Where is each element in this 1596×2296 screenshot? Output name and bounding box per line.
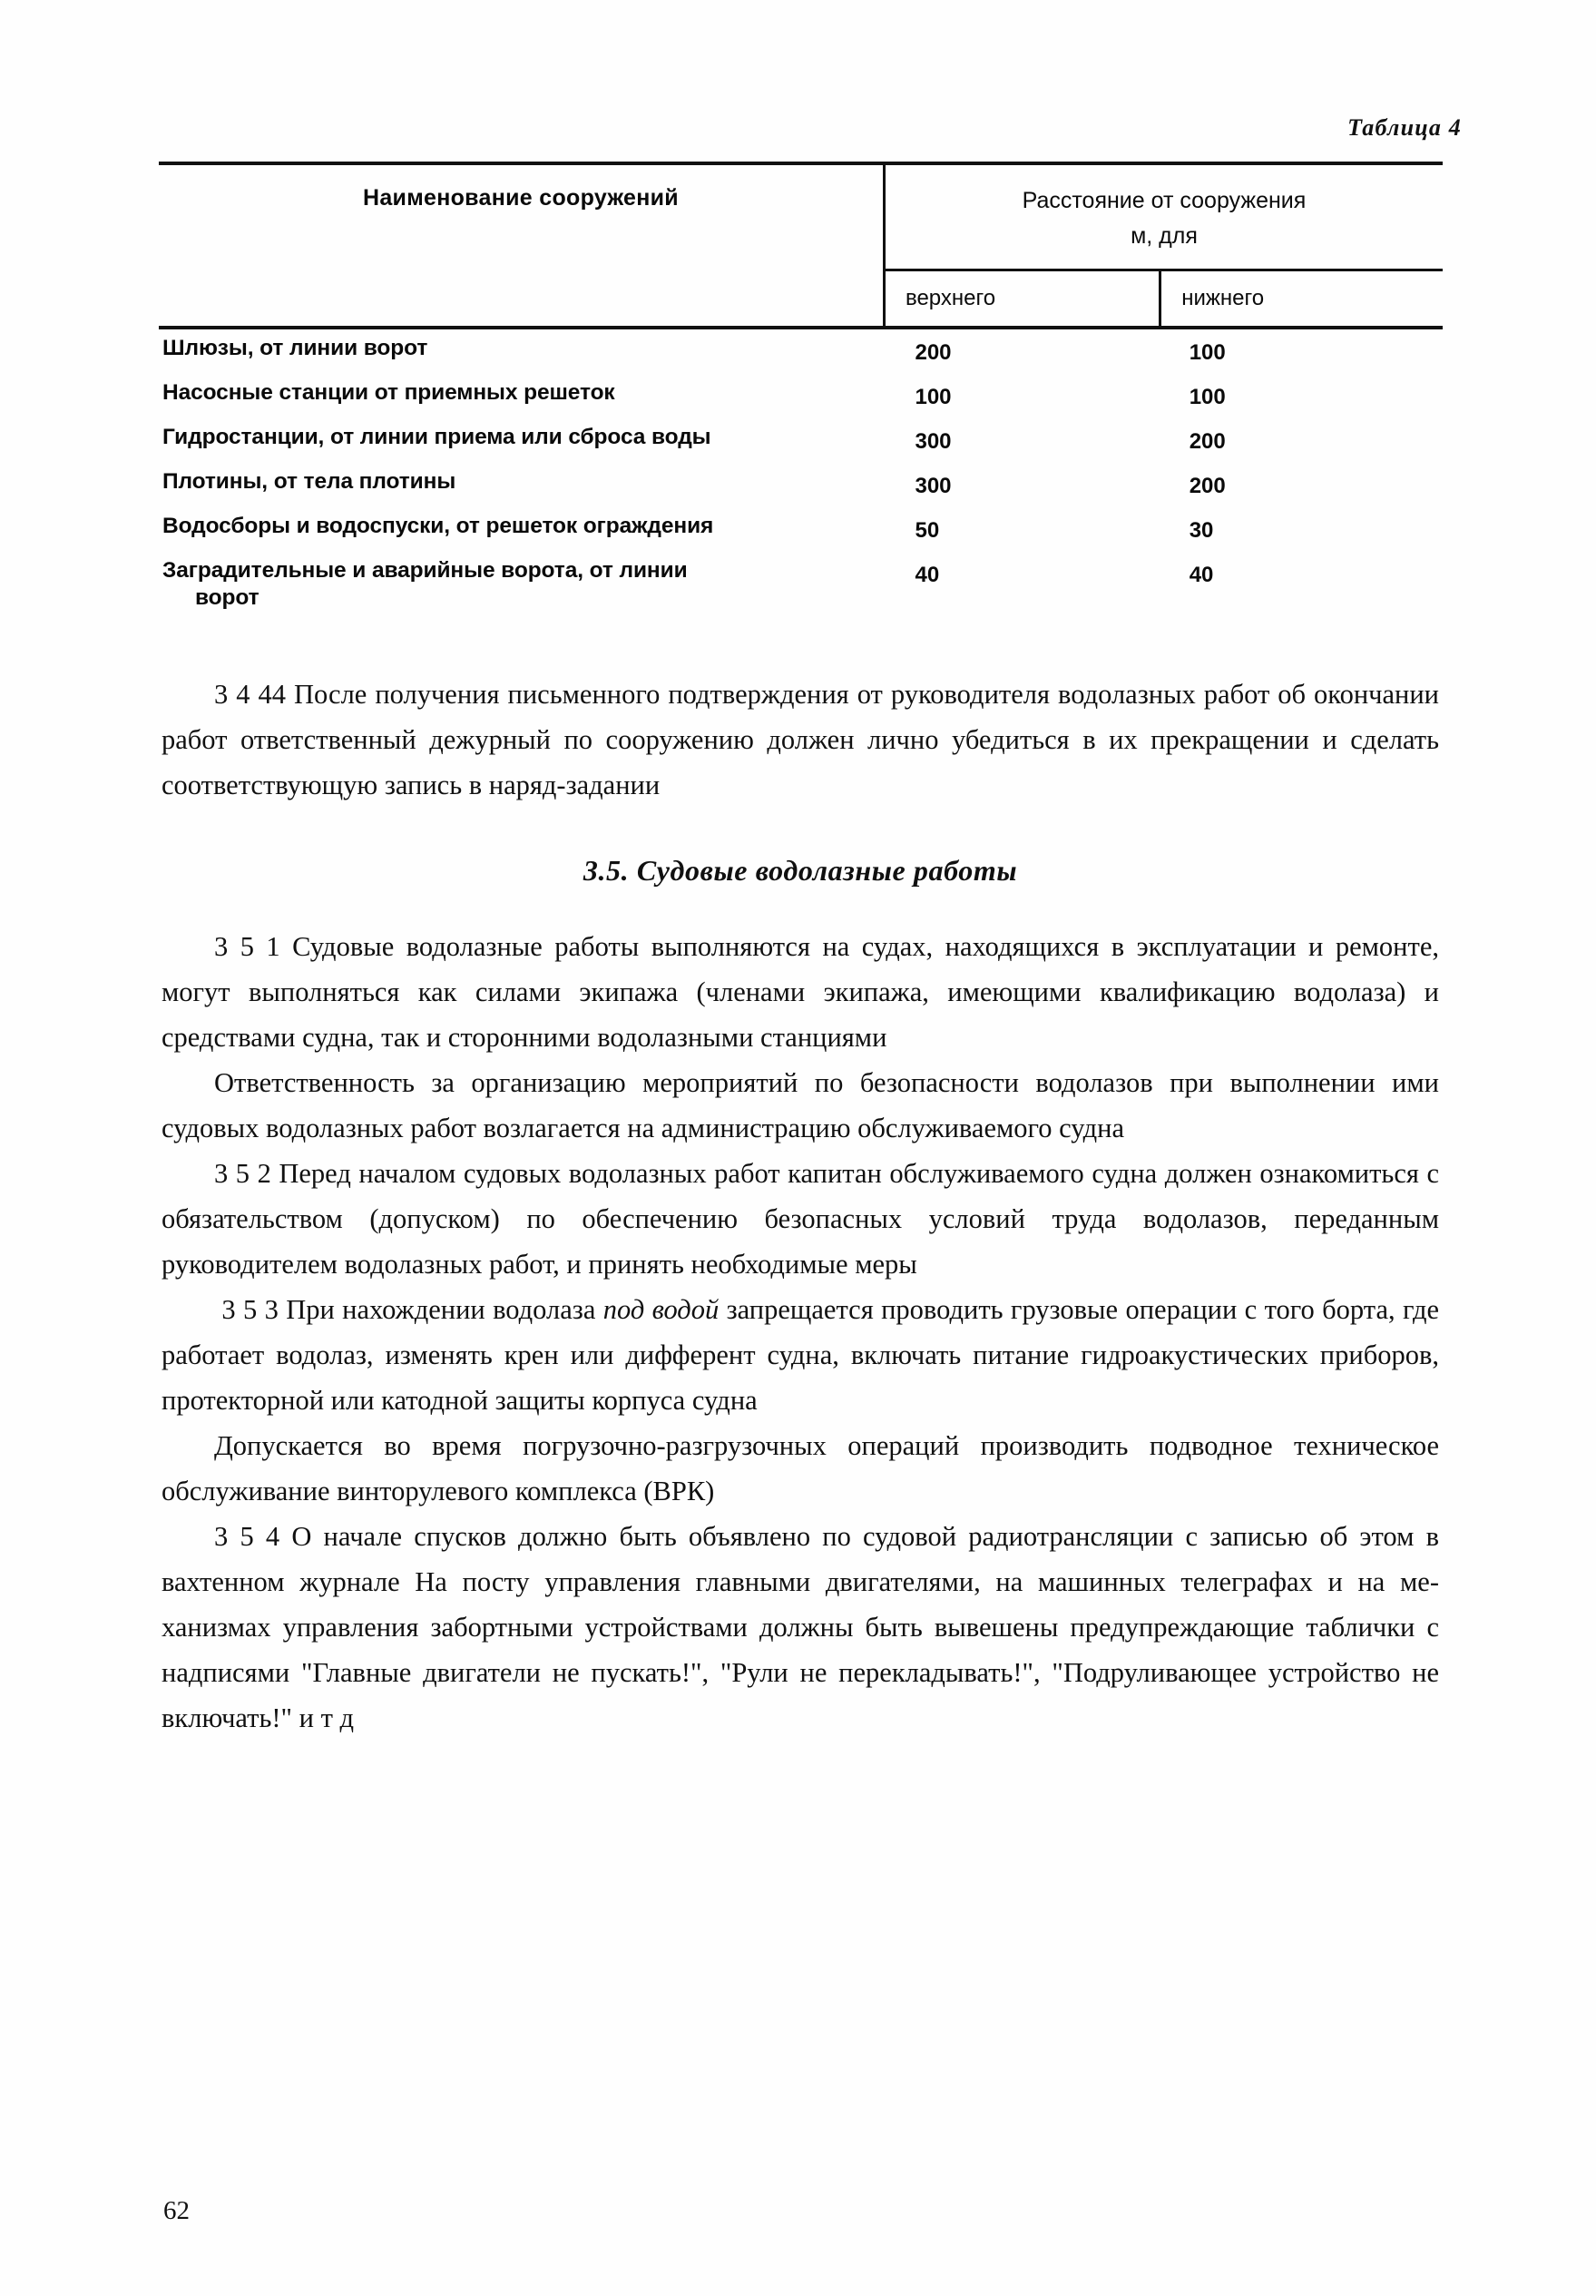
paragraph-3-5-1: 3 5 1 Судовые водолазные работы выполняются на судах, находящихся в эксплуатации и ремонте, могут выполняться как силами экипажа (членами экипажа, имеющими квалификацию водолаза) и средствами судна, так и сторонними водолазными станциями bbox=[162, 931, 1439, 1053]
table-header-name: Наименование сооружений bbox=[159, 163, 884, 328]
page-number: 62 bbox=[163, 2196, 190, 2225]
page-body-text bbox=[162, 672, 1439, 1741]
row-name: Водосборы и водоспуски, от решеток ограждения bbox=[162, 513, 714, 538]
table-header-lower: нижнего bbox=[1160, 270, 1443, 328]
table-row bbox=[159, 552, 1443, 618]
table-row bbox=[159, 328, 1443, 374]
paragraph-3-5-2: 3 5 2 Перед началом судовых водолазных работ капитан обслуживаемого судна должен ознакомиться с обязательством (допуском) по обеспечению безопасных условий труда водолазов, переданным руководителем водолазных работ, и принять необходимые меры bbox=[162, 1158, 1439, 1280]
table-head bbox=[159, 163, 1443, 328]
row-upper-value: 100 bbox=[915, 384, 952, 409]
row-upper-value: 300 bbox=[915, 473, 952, 498]
row-lower-value: 30 bbox=[1189, 517, 1214, 543]
paragraph-allowed-operations: Допускается во время погрузочно-разгрузочных операций производить подводное техническое обслуживание винторулевого комплекса (ВРК) bbox=[162, 1430, 1439, 1506]
table-row bbox=[159, 463, 1443, 507]
row-upper-value: 300 bbox=[915, 428, 952, 454]
row-name: Плотины, от тела плотины bbox=[162, 468, 456, 494]
row-name-line1: Заградительные и аварийные ворота, от линии bbox=[162, 557, 688, 583]
paragraph-3-5-4: 3 5 4 О начале спусков должно быть объявлено по судовой радиотрансляции с записью об этом в вахтенном журнале На посту управления главными двигателями, на машинных телеграфах и на механизмах управления забортными устройствами должны быть вывешены предупреждающие таблички с надписями "Главные двигатели не пускать!", "Рули не перекладывать!", "Подруливающее устройство не включать!" и т д bbox=[162, 1521, 1439, 1733]
row-name: Шлюзы, от линии ворот bbox=[159, 328, 884, 374]
table-caption: Таблица 4 bbox=[1347, 114, 1462, 141]
table-row bbox=[159, 418, 1443, 463]
row-upper-value: 50 bbox=[915, 517, 940, 543]
table-header-row-main bbox=[159, 163, 1443, 270]
table-header-upper: верхнего bbox=[884, 270, 1160, 328]
row-name bbox=[159, 552, 884, 618]
section-heading-3-5: 3.5. Судовые водолазные работы bbox=[583, 854, 1018, 887]
row-name: Насосные станции от приемных решеток bbox=[162, 379, 615, 405]
paragraph-3-4-44: 3 4 44 После получения письменного подтверждения от руководителя водолазных работ об окончании работ ответственный дежурный по сооружению должен лично убедиться в их прекращении и сделать соответствующую запись в наряд-задании bbox=[162, 679, 1439, 800]
row-lower-value: 100 bbox=[1160, 328, 1443, 374]
specification-table-wrapper bbox=[159, 162, 1443, 618]
row-lower-value: 40 bbox=[1189, 562, 1214, 587]
table-header-distance-units: м, для bbox=[1131, 222, 1198, 249]
row-lower-value: 200 bbox=[1189, 428, 1226, 454]
table-header-distance-group bbox=[884, 163, 1443, 270]
table-row bbox=[159, 507, 1443, 552]
row-upper-value: 200 bbox=[884, 328, 1160, 374]
row-upper-value: 40 bbox=[915, 562, 940, 587]
row-lower-value: 100 bbox=[1189, 384, 1226, 409]
paragraph-responsibility: Ответственность за организацию мероприятий по безопасности водолазов при выполнении ими судовых водолазных работ возлагается на администрацию обслуживаемого судна bbox=[162, 1067, 1439, 1143]
table-header-distance-title: Расстояние от сооружения bbox=[1022, 188, 1307, 213]
paragraph-3-5-3-lead: 3 5 3 При нахождении водолаза bbox=[221, 1294, 603, 1325]
row-name-line2: ворот bbox=[195, 585, 259, 610]
table-row bbox=[159, 374, 1443, 418]
row-name: Гидростанции, от линии приема или сброса воды bbox=[162, 424, 711, 449]
paragraph-3-5-3-rest: запрещается проводить грузовые операции с того борта, где работает водолаз, изменять крен или дифферент судна, включать питание гидроакустических приборов, протекторной или катодной защиты корпуса судна bbox=[162, 1294, 1440, 1416]
table-body bbox=[159, 328, 1443, 618]
paragraph-3-5-3 bbox=[162, 1287, 1439, 1423]
distance-requirements-table bbox=[159, 162, 1443, 618]
row-lower-value: 200 bbox=[1189, 473, 1226, 498]
paragraph-3-5-3-emphasis: под водой bbox=[602, 1294, 720, 1325]
